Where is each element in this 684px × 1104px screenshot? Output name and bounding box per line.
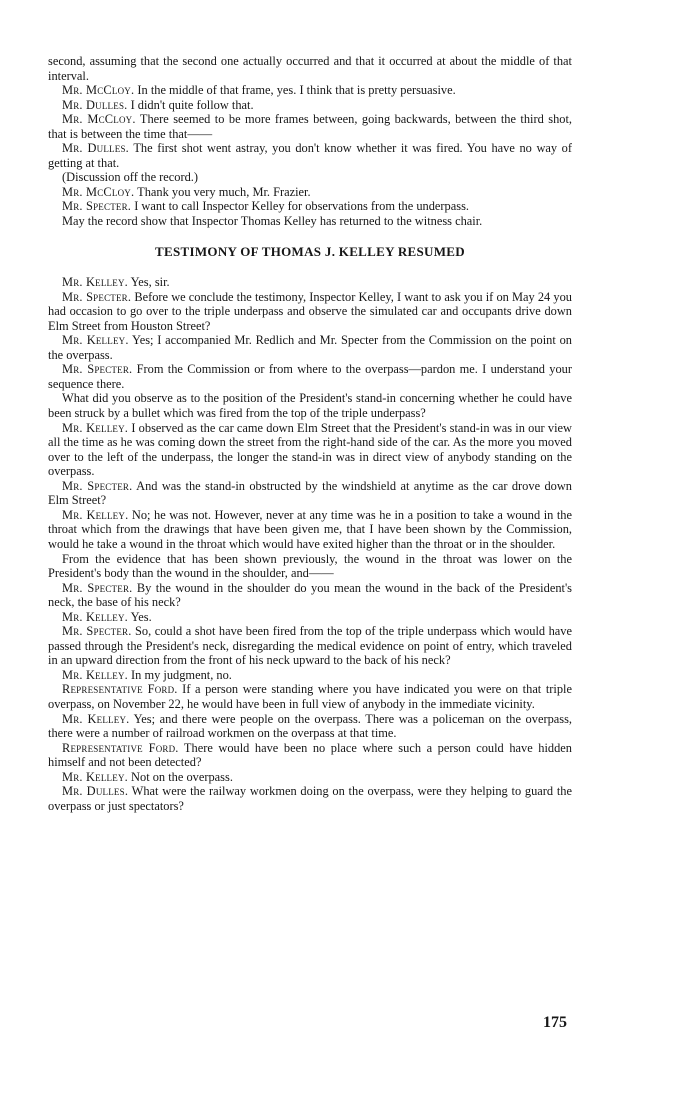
speaker-name: Mr. McCloy. xyxy=(62,112,136,127)
paragraph-text: If a person were standing where you have indicated you were on that triple overpass, on November 22, he would have been in full view of anybody in the immediate vicinity. xyxy=(48,682,572,711)
paragraph-text: By the wound in the shoulder do you mean the wound in the back of the President's neck, the base of his neck? xyxy=(48,580,573,610)
testimony-paragraph xyxy=(48,610,572,625)
speaker-name: Mr. Kelley. xyxy=(62,769,128,784)
testimony-paragraph xyxy=(48,391,572,420)
paragraph-text: Thank you very much, Mr. Frazier. xyxy=(134,184,311,199)
speaker-name: Mr. Specter. xyxy=(62,478,133,493)
speaker-name: Mr. McCloy. xyxy=(62,83,135,98)
speaker-name: Mr. Dulles. xyxy=(62,97,128,112)
testimony-paragraph xyxy=(48,581,572,610)
speaker-name: Mr. McCloy. xyxy=(62,184,135,199)
speaker-name: Mr. Specter. xyxy=(62,199,132,214)
paragraph-text: Yes; and there were people on the overpass. There was a policeman on the overpass, there were a number of railroad workmen on the overpass at that time. xyxy=(48,711,573,741)
speaker-name: Mr. Specter. xyxy=(62,580,133,595)
speaker-name: Mr. Specter. xyxy=(62,289,132,304)
testimony-paragraph xyxy=(48,83,572,98)
paragraph-text: Before we conclude the testimony, Inspector Kelley, I want to ask you if on May 24 you had occasion to go over to the triple underpass and observe the simulated car and occupants drive down Elm Street from Houston Street? xyxy=(48,289,572,333)
speaker-name: Mr. Kelley. xyxy=(62,420,129,435)
testimony-paragraph xyxy=(48,185,572,200)
paragraph-text: What did you observe as to the position of the President's stand-in concerning whether he could have been struck by a bullet which was fired from the top of the triple underpass? xyxy=(48,391,572,421)
paragraph-text: In the middle of that frame, yes. I think that is pretty persuasive. xyxy=(134,83,456,98)
testimony-paragraph xyxy=(48,199,572,214)
paragraph-text: And was the stand-in obstructed by the windshield at anytime as the car drove down Elm Street? xyxy=(48,478,572,508)
paragraph-text: I observed as the car came down Elm Street that the President's stand-in was in our view all the time as he was coming down the street from the right-hand side of the car. As the more you moved over to the left of the underpass, the longer the stand-in was in direct view of anybody standing on the overpass. xyxy=(48,420,573,479)
testimony-paragraph xyxy=(48,479,572,508)
paragraph-text: From the evidence that has been shown previously, the wound in the throat was lower on the President's body than the wound in the shoulder, and—— xyxy=(48,551,572,581)
testimony-paragraph xyxy=(48,741,572,770)
paragraph-text: So, could a shot have been fired from the top of the triple underpass which would have passed through the President's neck, disregarding the medical evidence on point of entry, which traveled in an upward direction from the front of his neck upward to the back of his neck? xyxy=(48,624,572,668)
speaker-name: Mr. Kelley. xyxy=(62,507,129,522)
testimony-bottom-section xyxy=(48,275,572,813)
document-page xyxy=(48,54,572,813)
paragraph-text: Yes. xyxy=(127,609,152,624)
testimony-paragraph xyxy=(48,784,572,813)
testimony-top-section xyxy=(48,54,572,229)
speaker-name: Representative Ford. xyxy=(62,740,179,755)
paragraph-text: Not on the overpass. xyxy=(127,769,233,784)
speaker-name: Mr. Specter. xyxy=(62,624,132,639)
testimony-paragraph xyxy=(48,290,572,334)
speaker-name: Mr. Dulles. xyxy=(62,141,129,156)
testimony-paragraph xyxy=(48,141,572,170)
testimony-paragraph xyxy=(48,552,572,581)
paragraph-text: No; he was not. However, never at any time was he in a position to take a wound in the throat which from the drawings that have been given me, that I have been shown by the Commission, would he take a wound in the throat which would have exited higher than the throat or in the shoulder. xyxy=(48,507,573,551)
testimony-paragraph xyxy=(48,98,572,113)
speaker-name: Mr. Kelley. xyxy=(62,667,128,682)
speaker-name: Mr. Specter. xyxy=(62,362,133,377)
paragraph-text: Yes, sir. xyxy=(127,275,170,290)
testimony-paragraph xyxy=(48,421,572,479)
paragraph-text: (Discussion off the record.) xyxy=(62,170,199,185)
testimony-paragraph xyxy=(48,624,572,668)
testimony-paragraph xyxy=(48,333,572,362)
testimony-paragraph xyxy=(48,170,572,185)
testimony-paragraph xyxy=(48,712,572,741)
speaker-name: Mr. Kelley. xyxy=(62,711,130,726)
testimony-paragraph xyxy=(48,54,572,83)
testimony-paragraph xyxy=(48,770,572,785)
paragraph-text: There would have been no place where such a person could have hidden himself and not been detected? xyxy=(48,740,572,770)
testimony-paragraph xyxy=(48,112,572,141)
speaker-name: Mr. Kelley. xyxy=(62,333,129,348)
paragraph-text: Yes; I accompanied Mr. Redlich and Mr. Specter from the Commission on the point on the overpass. xyxy=(48,333,572,362)
testimony-paragraph xyxy=(48,682,572,711)
speaker-name: Representative Ford. xyxy=(62,682,178,697)
paragraph-text: In my judgment, no. xyxy=(127,667,232,682)
testimony-paragraph xyxy=(48,668,572,683)
paragraph-text: There seemed to be more frames between, going backwards, between the third shot, that is between the time that—— xyxy=(48,112,573,141)
testimony-paragraph xyxy=(48,275,572,290)
testimony-paragraph xyxy=(48,508,572,552)
paragraph-text: I want to call Inspector Kelley for observations from the underpass. xyxy=(131,199,469,214)
paragraph-text: From the Commission or from where to the overpass—pardon me. I understand your sequence there. xyxy=(48,362,572,391)
paragraph-text: I didn't quite follow that. xyxy=(127,97,254,112)
speaker-name: Mr. Kelley. xyxy=(62,275,128,290)
paragraph-text: The first shot went astray, you don't know whether it was fired. You have no way of getting at that. xyxy=(48,141,572,170)
paragraph-text: second, assuming that the second one actually occurred and that it occurred at about the middle of that interval. xyxy=(48,54,572,83)
paragraph-text: May the record show that Inspector Thomas Kelley has returned to the witness chair. xyxy=(62,214,483,229)
page-number: 175 xyxy=(543,1014,567,1031)
testimony-paragraph xyxy=(48,214,572,229)
speaker-name: Mr. Kelley. xyxy=(62,609,128,624)
paragraph-text: What were the railway workmen doing on the overpass, were they helping to guard the overpass or just spectators? xyxy=(48,784,572,813)
speaker-name: Mr. Dulles. xyxy=(62,784,129,799)
testimony-paragraph xyxy=(48,362,572,391)
section-heading: TESTIMONY OF THOMAS J. KELLEY RESUMED xyxy=(155,243,465,259)
